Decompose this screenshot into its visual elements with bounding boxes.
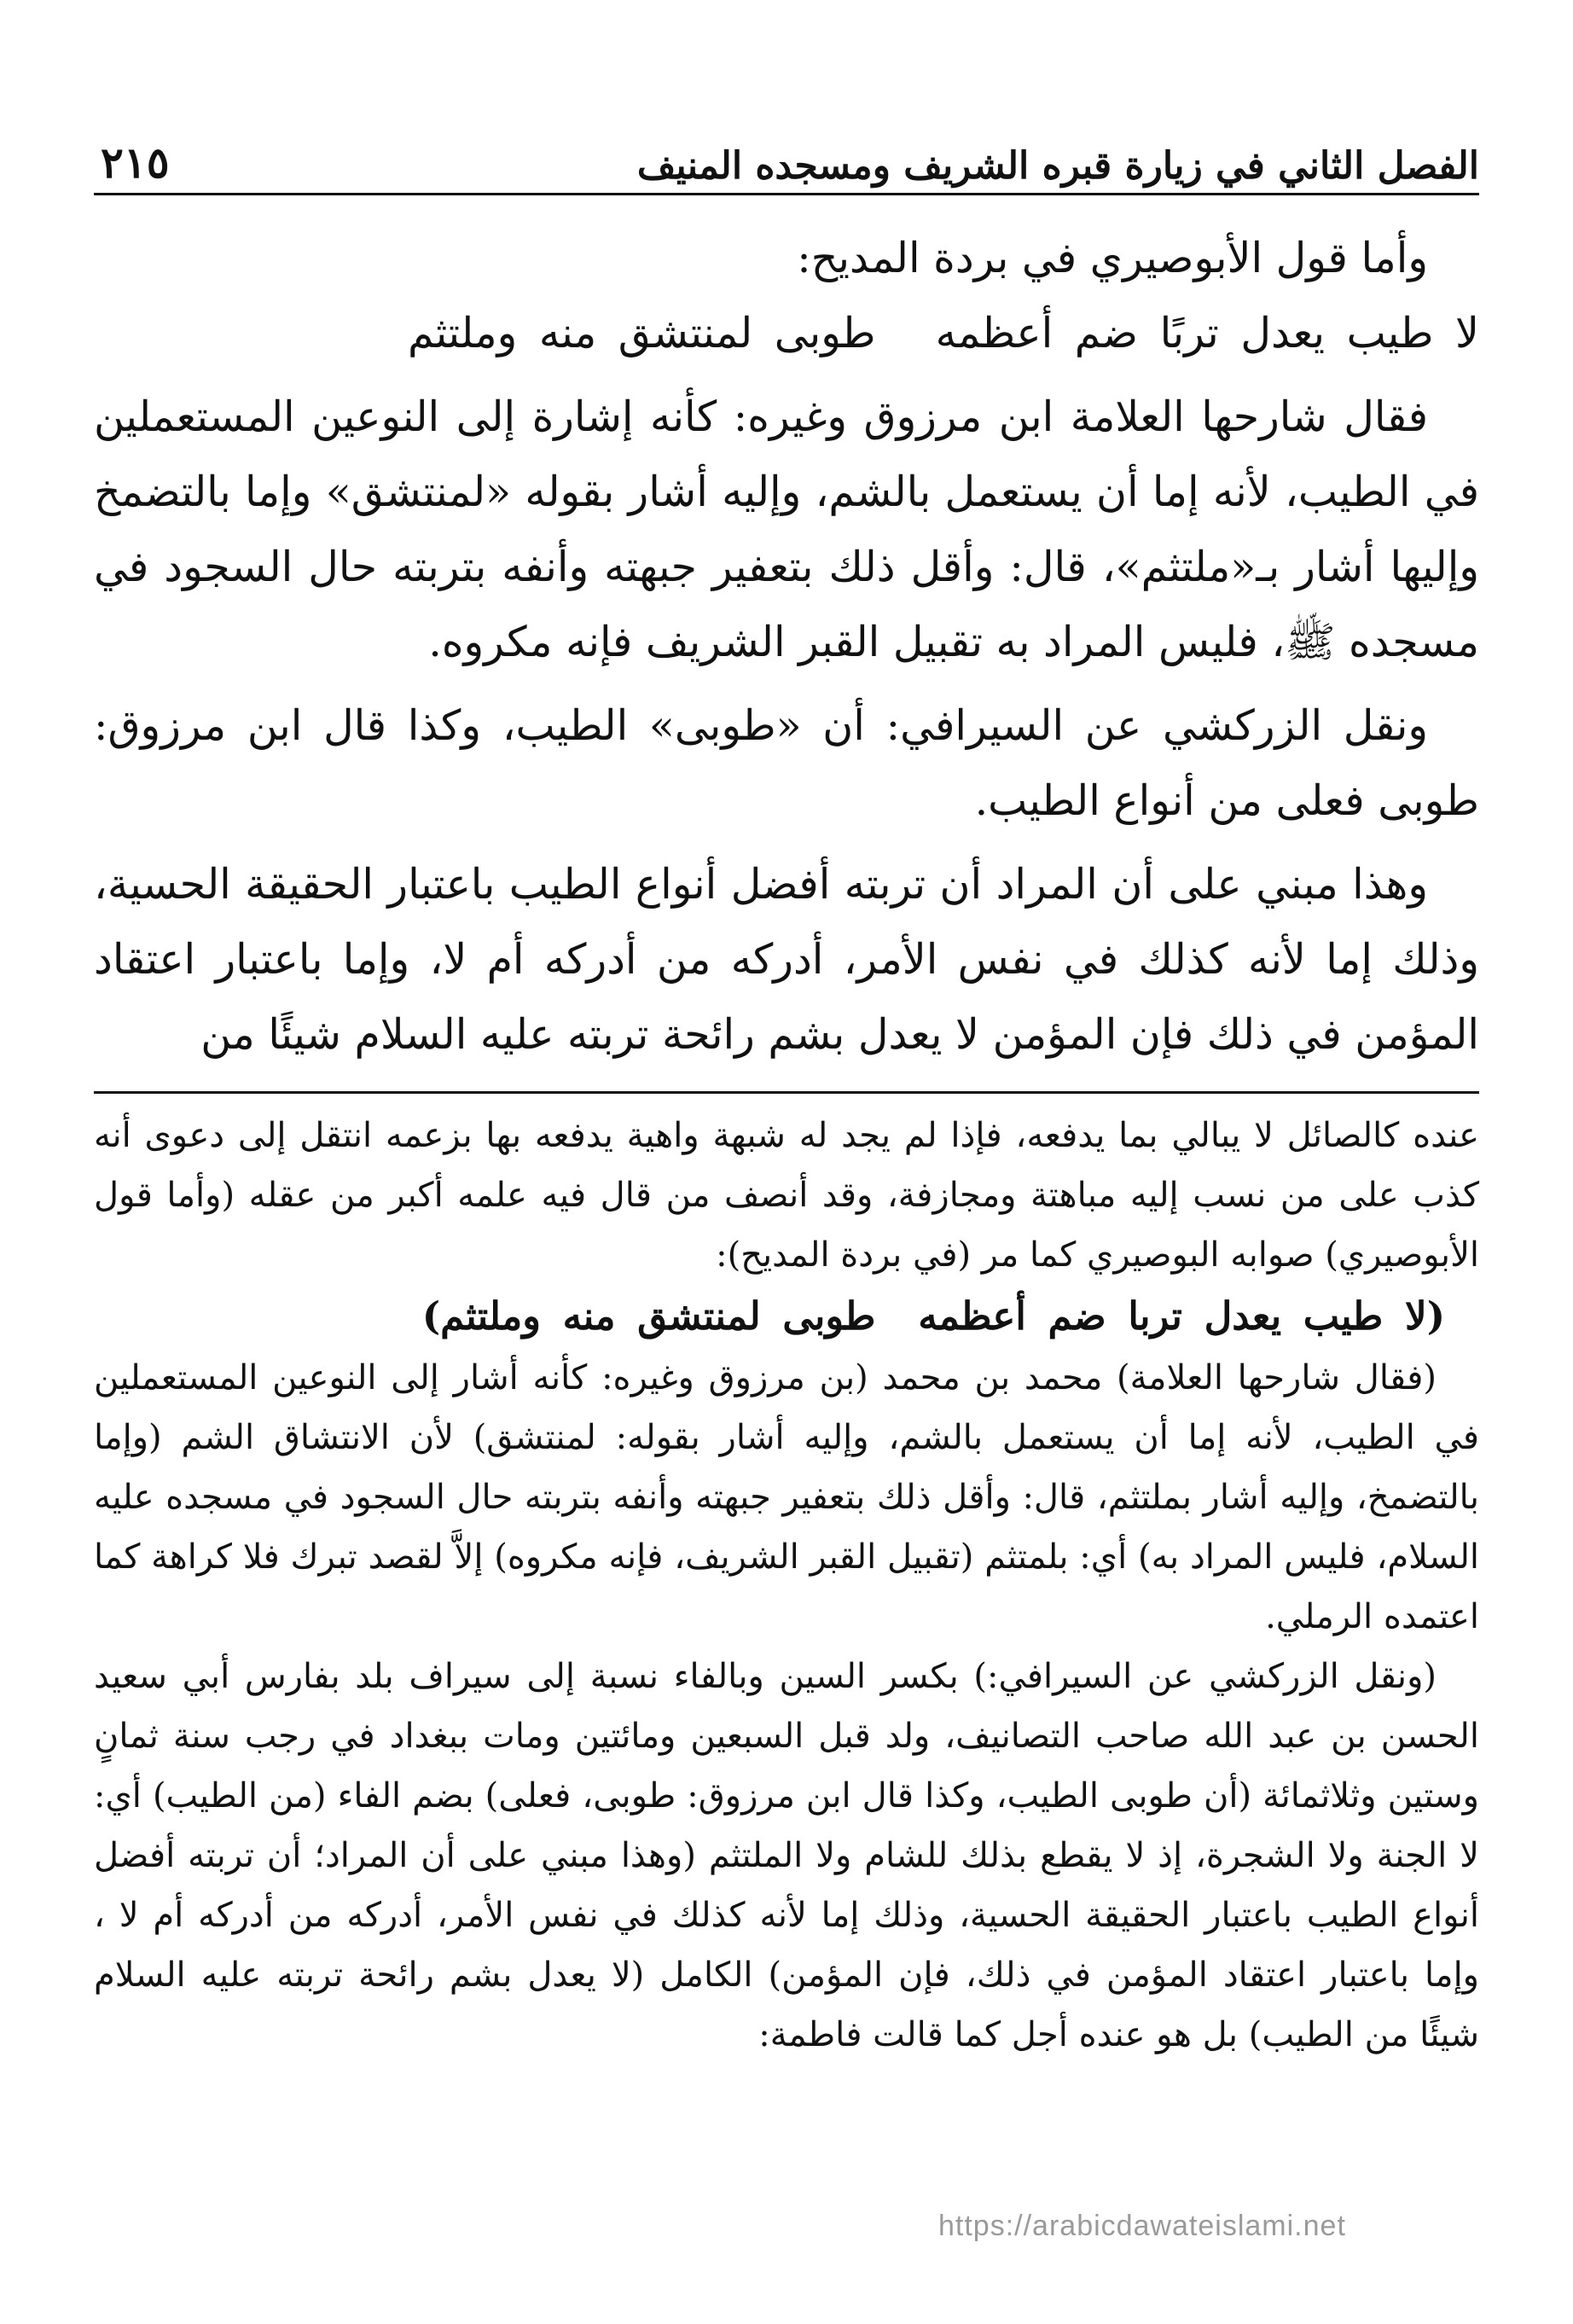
commentary-notes [94, 1106, 1479, 2065]
main-verse [94, 296, 1479, 371]
main-text [94, 221, 1479, 1072]
note-verse-hemistich-1: (لا طيب يعدل تربا ضم أعظمه [918, 1293, 1445, 1339]
watermark-url: https://arabicdawateislami.net [938, 2210, 1346, 2242]
main-paragraph-3: ونقل الزركشي عن السيرافي: أن «طوبى» الطيب، وكذا قال ابن مرزوق: طوبى فعلى من أنواع الطيب. [94, 701, 1479, 825]
main-paragraph-4: وهذا مبني على أن المراد أن تربته أفضل أنواع الطيب باعتبار الحقيقة الحسية، وذلك إما لأنه كذلك في نفس الأمر، أدركه من أدركه أم لا، وإما باعتبار اعتقاد المؤمن في ذلك فإن المؤمن لا يعدل بشم رائحة تربته عليه السلام شيئًا من [94, 860, 1479, 1059]
note-paragraph-2: (فقال شارحها العلامة) محمد بن محمد (بن مرزوق وغيره: كأنه أشار إلى النوعين المستعملين في الطيب، لأنه إما أن يستعمل بالشم، وإليه أشار بقوله: لمنتشق) لأن الانتشاق الشم (وإما بالتضمخ، وإليه أشار بملتثم، قال: وأقل ذلك بتعفير جبهته وأنفه بتربته حال السجود في مسجده عليه السلام، فليس المراد به) أي: بلمتثم (تقبيل القبر الشريف، فإنه مكروه) إلاَّ لقصد تبرك فلا كراهة كما اعتمده الرملي. [94, 1358, 1479, 1636]
note-verse-hemistich-2: طوبى لمنتشق منه وملتثم) [421, 1293, 876, 1339]
footnote-divider [94, 1091, 1479, 1094]
book-page [94, 119, 1479, 2065]
verse-hemistich-2: طوبى لمنتشق منه وملتثم [408, 309, 876, 357]
main-paragraph-2: فقال شارحها العلامة ابن مرزوق وغيره: كأنه إشارة إلى النوعين المستعملين في الطيب، لأنه إما أن يستعمل بالشم، وإليه أشار بقوله «لمنتشق» وإما بالتضمخ وإليها أشار بـ«ملتثم»، قال: وأقل ذلك بتعفير جبهته وأنفه بتربته حال السجود في مسجده ﷺ، فليس المراد به تقبيل القبر الشريف فإنه مكروه. [94, 392, 1479, 666]
verse-hemistich-1: لا طيب يعدل تربًا ضم أعظمه [935, 309, 1479, 357]
note-paragraph-1: عنده كالصائل لا يبالي بما يدفعه، فإذا لم يجد له شبهة واهية يدفعه بها بزعمه انتقل إلى دعوى أنه كذب على من نسب إليه مباهتة ومجازفة، وقد أنصف من قال فيه علمه أكبر من عقله (وأما قول الأبوصيري) صوابه البوصيري كما مر (في بردة المديح): [94, 1116, 1480, 1275]
note-verse [94, 1285, 1479, 1348]
chapter-title: الفصل الثاني في زيارة قبره الشريف ومسجده المنيف [636, 144, 1479, 188]
main-paragraph-1: وأما قول الأبوصيري في بردة المديح: [797, 234, 1428, 282]
page-number: ٢١٥ [101, 137, 170, 188]
note-paragraph-3: (ونقل الزركشي عن السيرافي:) بكسر السين وبالفاء نسبة إلى سيراف بلد بفارس أبي سعيد الحسن بن عبد الله صاحب التصانيف، ولد قبل السبعين ومائتين ومات ببغداد في رجب سنة ثمانٍ وستين وثلاثمائة (أن طوبى الطيب، وكذا قال ابن مرزوق: طوبى، فعلى) بضم الفاء (من الطيب) أي: لا الجنة ولا الشجرة، إذ لا يقطع بذلك للشام ولا الملتثم (وهذا مبني على أن المراد؛ أن تربته أفضل أنواع الطيب باعتبار الحقيقة الحسية، وذلك إما لأنه كذلك في نفس الأمر، أدركه من أدركه أم لا ، وإما باعتبار اعتقاد المؤمن في ذلك، فإن المؤمن) الكامل (لا يعدل بشم رائحة تربته عليه السلام شيئًا من الطيب) بل هو عنده أجل كما قالت فاطمة: [94, 1657, 1479, 2054]
running-header [94, 119, 1479, 195]
